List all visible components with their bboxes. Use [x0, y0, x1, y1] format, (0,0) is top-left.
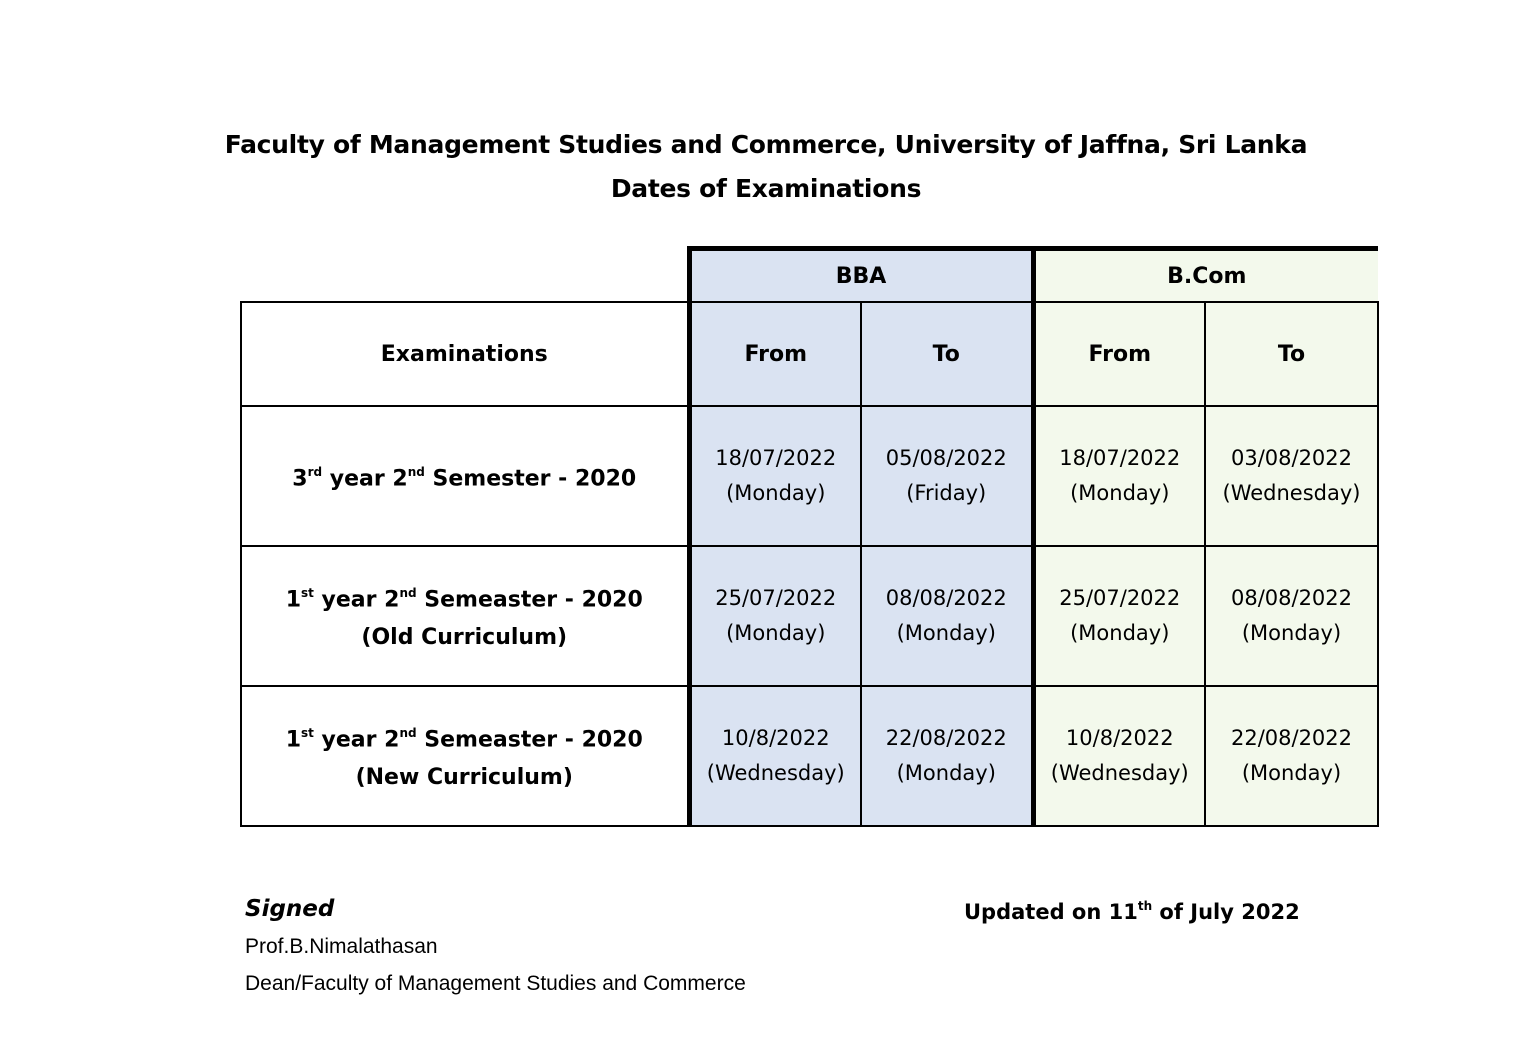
bcom-from-cell [1033, 686, 1205, 826]
table-row [241, 406, 1378, 546]
bba-from-cell [689, 406, 861, 546]
day-text: (Monday) [1070, 481, 1170, 505]
bcom-to-header: To [1205, 302, 1378, 406]
date-text: 10/8/2022 [721, 726, 830, 750]
exam-name-cell: 1st year 2nd Semeaster - 2020 (New Curriculum) [241, 686, 689, 826]
date-text: 08/08/2022 [885, 586, 1007, 610]
date-text: 18/07/2022 [715, 446, 837, 470]
day-text: (Monday) [896, 761, 996, 785]
day-text: (Monday) [726, 621, 826, 645]
bcom-to-cell [1205, 546, 1378, 686]
bba-from-cell [689, 546, 861, 686]
date-text: 03/08/2022 [1230, 446, 1353, 470]
day-text: (Wednesday) [706, 761, 845, 785]
day-text: (Monday) [1070, 621, 1170, 645]
signatory-name: Prof.B.Nimalathasan [245, 935, 438, 958]
exam-dates-table [240, 246, 1379, 827]
signed-label: Signed [245, 896, 335, 922]
bba-to-header: To [861, 302, 1033, 406]
bba-to-cell [861, 686, 1033, 826]
day-text: (Monday) [726, 481, 826, 505]
bcom-from-header: From [1033, 302, 1205, 406]
date-text: 05/08/2022 [885, 446, 1007, 470]
bcom-to-cell [1205, 686, 1378, 826]
blank-corner-cell [241, 249, 689, 303]
column-header-row [241, 302, 1378, 406]
bcom-to-cell [1205, 406, 1378, 546]
document-subtitle: Dates of Examinations [610, 174, 922, 203]
day-text: (Wednesday) [1050, 761, 1189, 785]
group-header-bba: BBA [689, 249, 1033, 303]
day-text: (Monday) [1241, 621, 1342, 645]
date-text: 08/08/2022 [1230, 586, 1353, 610]
day-text: (Monday) [896, 621, 996, 645]
exam-name-cell: 3rd year 2nd Semester - 2020 [241, 406, 689, 546]
bba-to-cell [861, 546, 1033, 686]
signatory-role: Dean/Faculty of Management Studies and Commerce [245, 972, 746, 995]
bcom-from-cell [1033, 406, 1205, 546]
exam-name-cell: 1st year 2nd Semeaster - 2020 (Old Curriculum) [241, 546, 689, 686]
table-row [241, 686, 1378, 826]
group-header-row [241, 249, 1378, 303]
bba-to-cell [861, 406, 1033, 546]
day-text: (Friday) [906, 481, 987, 505]
date-text: 22/08/2022 [1230, 726, 1353, 750]
day-text: (Wednesday) [1222, 481, 1361, 505]
day-text: (Monday) [1241, 761, 1342, 785]
date-text: 25/07/2022 [1059, 586, 1181, 610]
updated-date: Updated on 11th of July 2022 [964, 899, 1300, 924]
bba-from-header: From [689, 302, 861, 406]
document-title: Faculty of Management Studies and Commerce, University of Jaffna, Sri Lanka [224, 130, 1308, 159]
group-header-bcom: B.Com [1033, 249, 1378, 303]
date-text: 18/07/2022 [1059, 446, 1181, 470]
table-row [241, 546, 1378, 686]
bba-from-cell [689, 686, 861, 826]
bcom-from-cell [1033, 546, 1205, 686]
date-text: 10/8/2022 [1065, 726, 1174, 750]
examinations-header: Examinations [241, 302, 689, 406]
date-text: 25/07/2022 [715, 586, 837, 610]
date-text: 22/08/2022 [885, 726, 1007, 750]
